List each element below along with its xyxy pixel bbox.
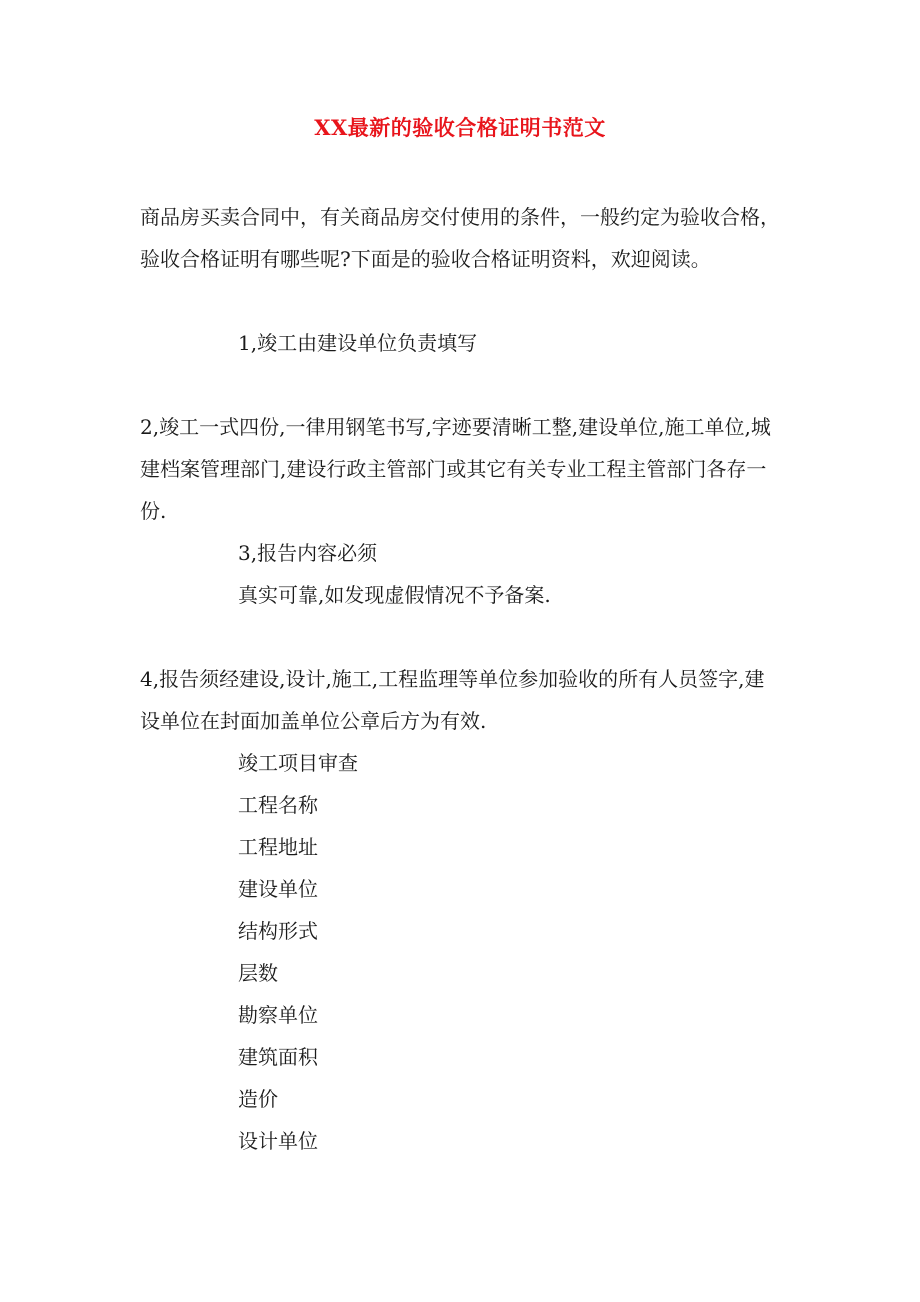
field-label: 竣工项目审查 (238, 751, 358, 775)
field-label: 勘察单位 (238, 1003, 318, 1027)
field-label: 结构形式 (238, 919, 318, 943)
item-3-title: 3,报告内容必须 (238, 541, 378, 565)
item-4-paragraph: 4,报告须经建设,设计,施工,工程监理等单位参加验收的所有人员签字,建设单位在封面加盖单位公章后方为有效. (140, 667, 765, 733)
field-label: 工程地址 (238, 835, 318, 859)
field-label: 工程名称 (238, 793, 318, 817)
item-3-body: 真实可靠,如发现虚假情况不予备案. (238, 583, 551, 607)
field-label: 建筑面积 (238, 1045, 318, 1069)
document-title: XX最新的验收合格证明书范文 (314, 115, 606, 140)
item-1: 1,竣工由建设单位负责填写 (238, 331, 478, 355)
item-2-paragraph: 2,竣工一式四份,一律用钢笔书写,字迹要清晰工整,建设单位,施工单位,城建档案管理部门,建设行政主管部门或其它有关专业工程主管部门各存一份. (140, 415, 771, 523)
field-label: 设计单位 (238, 1129, 318, 1153)
field-label: 建设单位 (238, 877, 318, 901)
field-label: 层数 (238, 961, 278, 985)
intro-paragraph: 商品房买卖合同中，有关商品房交付使用的条件，一般约定为验收合格，验收合格证明有哪些呢?下面是的验收合格证明资料，欢迎阅读。 (140, 205, 780, 271)
field-label: 造价 (238, 1087, 278, 1111)
